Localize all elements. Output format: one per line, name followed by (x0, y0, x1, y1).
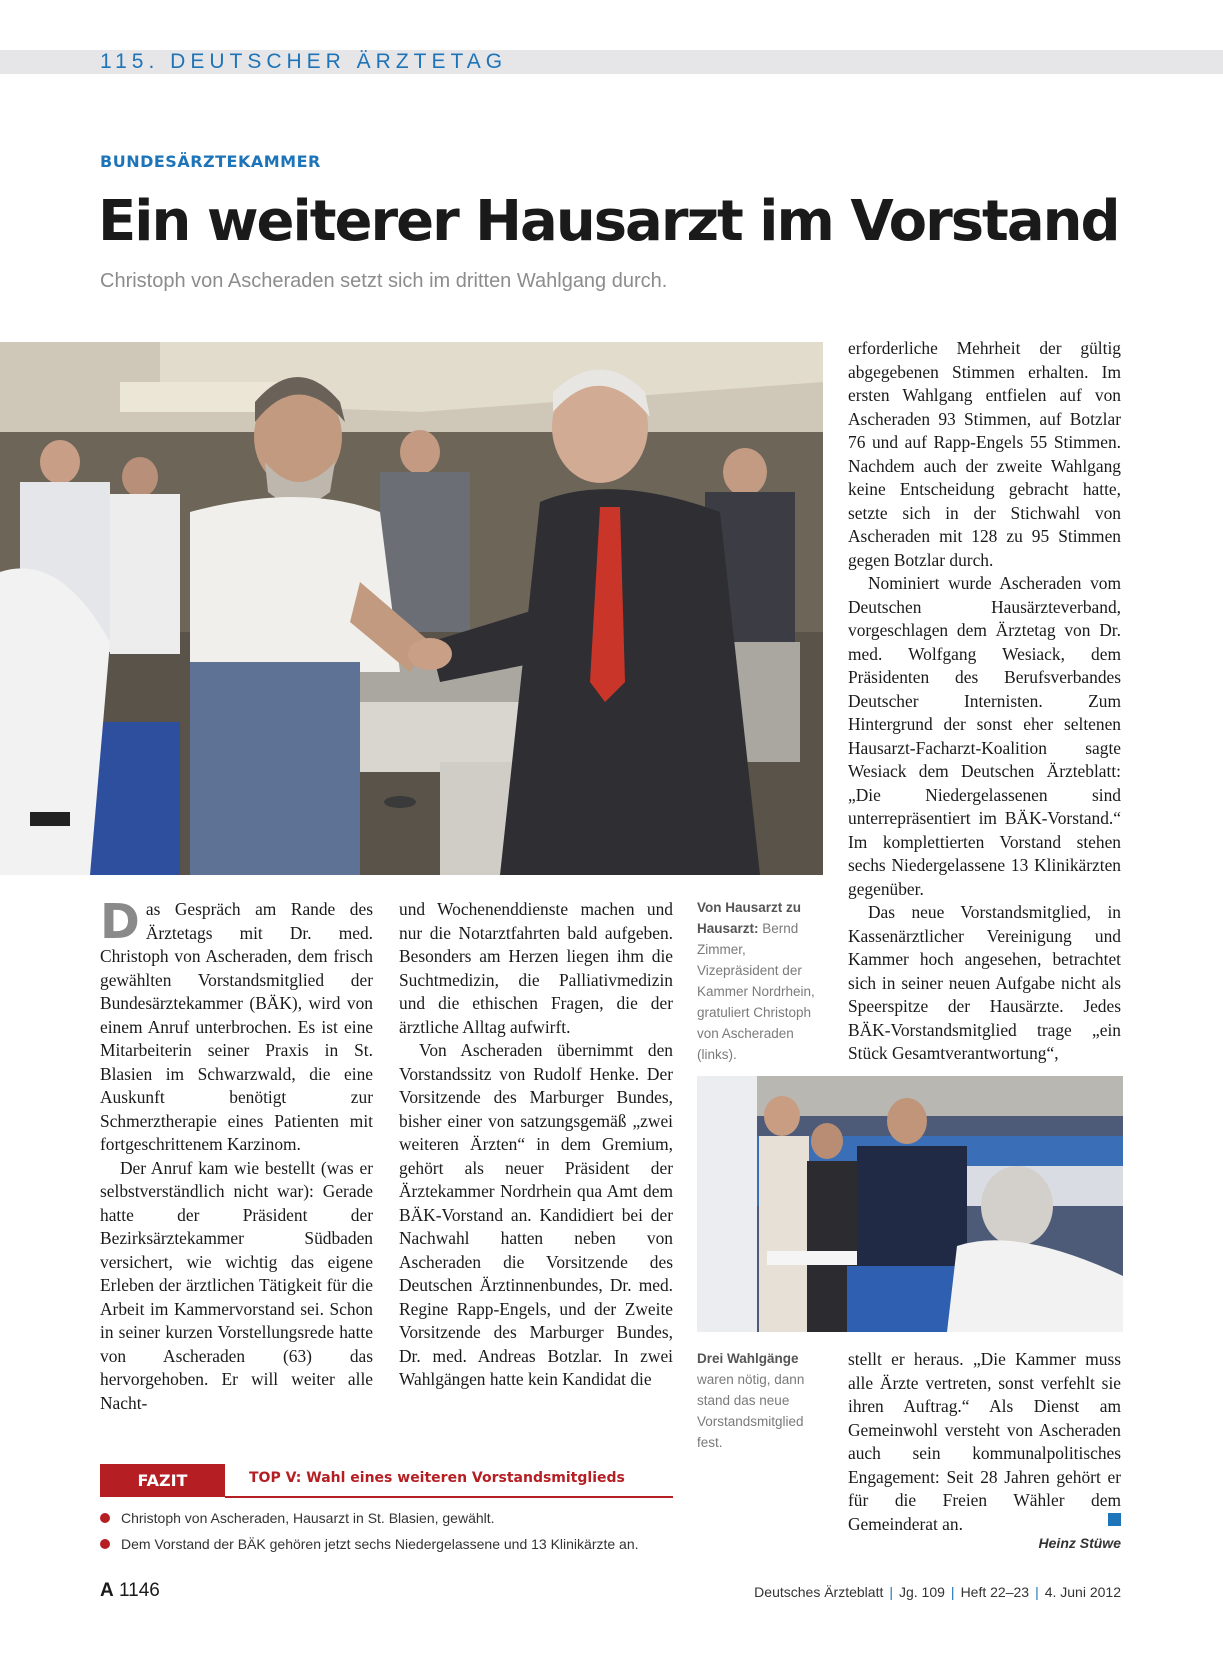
col3-paragraph-3: Das neue Vorstandsmitglied, in Kassenärztlicher Vereinigung und Kammer hoch angesehen, betrachtet sich in seiner neuen Aufgabe nicht als Speerspitze der Hausärzte. Jedes BÄK-Vorstandsmitglied trage „ein Stück Gesamtverantwortung“, (848, 902, 1121, 1063)
fazit-title: TOP V: Wahl eines weiteren Vorstandsmitglieds (249, 1470, 625, 1486)
column-3-lower (848, 1348, 1121, 1536)
separator: | (889, 1584, 893, 1600)
fazit-item (100, 1536, 639, 1552)
col1-paragraph-2: Der Anruf kam wie bestellt (was er selbstverständlich nicht war): Gerade hatte der Präsident der Bezirksärztekammer Südbaden versichert, wie wichtig das eigene Erleben der ärztlichen Tätigkeit für die Arbeit im Kammervorstand sei. Schon in seiner kurzen Vorstellungsrede hatte von Ascheraden (63) das hervorgehoben. Er will weiter alle Nacht- (100, 1157, 373, 1413)
main-photo-handshake (0, 342, 823, 875)
date: 4. Juni 2012 (1044, 1584, 1121, 1600)
subtitle: Christoph von Ascheraden setzt sich im dritten Wahlgang durch. (100, 270, 668, 292)
page-number-value: 1146 (119, 1580, 160, 1601)
col2-paragraph-1: und Wochenenddienste machen und nur die Notarztfahrten bald aufgeben. Besonders am Herzen liegen ihm die Suchtmedizin, die Palliativmedizin und die ethischen Fragen, die der ärztliche Alltag aufwirft. (399, 899, 673, 1037)
fazit-item (100, 1510, 495, 1526)
page-number (100, 1580, 160, 1602)
col1-paragraph-1 (100, 894, 373, 1157)
column-3-upper (848, 337, 1121, 1066)
separator: | (950, 1584, 955, 1600)
section-label: 115. DEUTSCHER ÄRZTETAG (100, 50, 508, 73)
caption-small-photo (697, 1348, 827, 1453)
small-photo-ballot (697, 1076, 1123, 1332)
drop-cap: D (100, 894, 140, 950)
column-1 (100, 894, 373, 1415)
caption-small-bold: Drei Wahlgänge (697, 1351, 799, 1366)
caption-main-bold: Von Hausarzt zu Hausarzt: (697, 900, 802, 936)
publication-name: Deutsches Ärzteblatt (754, 1584, 884, 1600)
page-prefix: A (100, 1580, 114, 1601)
kicker: BUNDESÄRZTEKAMMER (100, 152, 321, 171)
caption-small-text: waren nötig, dann stand das neue Vorstandsmitglied fest. (697, 1372, 805, 1450)
column-2 (399, 898, 673, 1392)
col2-paragraph-2: Von Ascheraden übernimmt den Vorstandssitz von Rudolf Henke. Der Vorsitzende des Marburger Bundes, bisher einer von satzungsgemäß „zwei weiteren Ärzten“ in dem Gremium, gehört als neuer Präsident der Ärztekammer Nordrhein qua Amt dem BÄK-Vorstand an. Kandidiert bei der Nachwahl hatten neben von Ascheraden die Vorsitzende des Deutschen Ärztinnenbundes, Dr. med. Regine Rapp-Engels, und der Zweite Vorsitzende des Marburger Bundes, Dr. med. Andreas Botzlar. In zwei Wahlgängen hatte kein Kandidat die (399, 1040, 673, 1389)
author-byline: Heinz Stüwe (1038, 1535, 1121, 1551)
fazit-item-text: Dem Vorstand der BÄK gehören jetzt sechs Niedergelassene und 13 Klinikärzte an. (121, 1536, 639, 1552)
footer-publication-info (754, 1584, 1121, 1600)
col3-paragraph-2: Nominiert wurde Ascheraden vom Deutschen Hausärzteverband, vorgeschlagen dem Ärztetag von Dr. med. Wolfgang Wesiack, dem Präsidenten des Berufsverbandes Deutscher Internisten. Zum Hintergrund der sonst eher seltenen Hausarzt-Facharzt-Koalition sagte Wesiack dem Deutschen Ärzteblatt: „Die Niedergelassenen sind unterrepräsentiert im BÄK-Vorstand.“ Im komplettierten Vorstand stehen sechs Niedergelassene 13 Klinikärzten gegenüber. (848, 573, 1121, 899)
bullet-icon (100, 1513, 110, 1523)
fazit-rule (225, 1496, 673, 1498)
volume: Jg. 109 (898, 1584, 945, 1600)
caption-main-text: Bernd Zimmer, Vizepräsident der Kammer Nordrhein, gratuliert Christoph von Ascheraden (links). (697, 921, 815, 1062)
col1-p1-text: as Gespräch am Rande des Ärztetags mit Dr. med. Christoph von Ascheraden, dem frisch gewählten Vorstandsmitglied der Bundesärztekammer (BÄK), wird von einem Anruf unterbrochen. Es ist eine Mitarbeiterin seiner Praxis in St. Blasien im Schwarzwald, die eine Auskunft benötigt zur Schmerztherapie eines Patienten mit fortgeschrittenem Karzinom. (100, 899, 373, 1154)
fazit-label: FAZIT (100, 1464, 225, 1497)
fazit-item-text: Christoph von Ascheraden, Hausarzt in St. Blasien, gewählt. (121, 1510, 495, 1526)
separator: | (1035, 1584, 1039, 1600)
col3-paragraph-4: stellt er heraus. „Die Kammer muss alle Ärzte vertreten, sonst verfehlt sie ihren Auftrag.“ Als Dienst am Gemeinwohl versteht von Ascheraden auch sein kommunalpolitisches Engagement: Seit 28 Jahren gehört er für die Freien Wähler dem Gemeinderat an. (848, 1349, 1121, 1534)
col3-paragraph-1: erforderliche Mehrheit der gültig abgegebenen Stimmen erhalten. Im ersten Wahlgang entfielen auf von Ascheraden 93 Stimmen, auf Botzlar 76 und auf Rapp-Engels 55 Stimmen. Nachdem auch der zweite Wahlgang keine Entscheidung gebracht hatte, setzte sich in der Stichwahl von Ascheraden mit 128 zu 95 Stimmen gegen Botzlar durch. (848, 338, 1121, 570)
caption-main-photo (697, 897, 827, 1065)
end-of-article-mark (1108, 1513, 1121, 1526)
bullet-icon (100, 1539, 110, 1549)
issue: Heft 22–23 (960, 1584, 1030, 1600)
headline: Ein weiterer Hausarzt im Vorstand (98, 189, 1119, 254)
